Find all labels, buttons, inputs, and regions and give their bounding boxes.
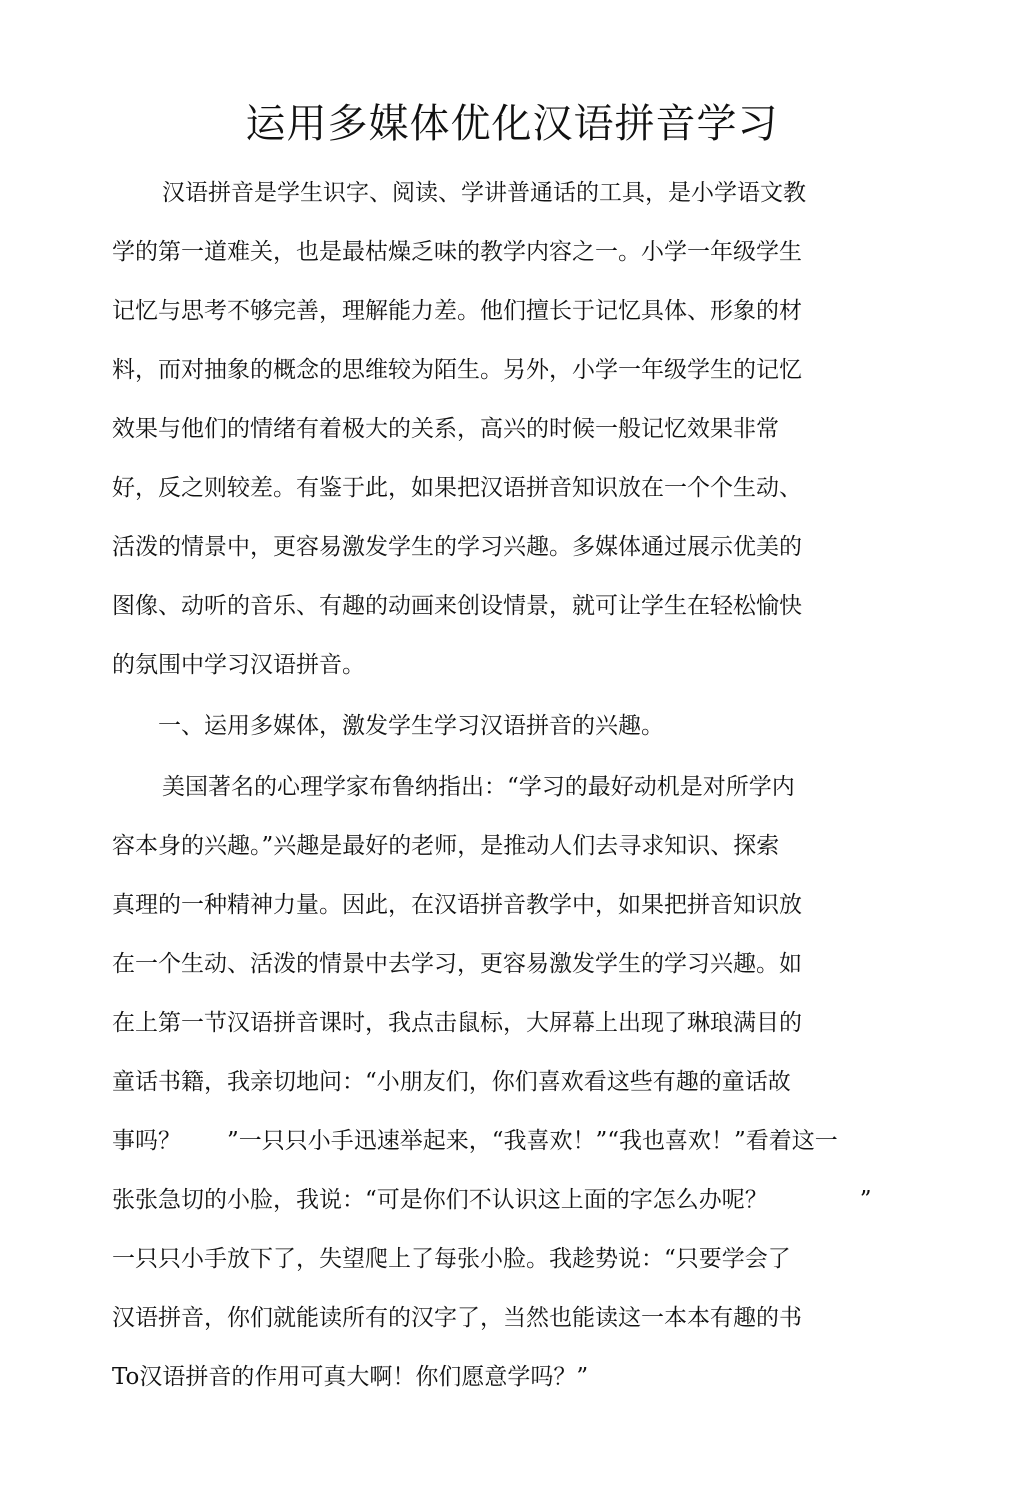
document-title: 运用多媒体优化汉语拼音学习 (245, 101, 779, 147)
paragraph-1-line: 的氛围中学习汉语拼音。 (112, 652, 365, 678)
paragraph-1-line: 学的第一道难关，也是最枯燥乏味的教学内容之一。小学一年级学生 (112, 239, 802, 265)
paragraph-1-line: 料，而对抽象的概念的思维较为陌生。另外，小学一年级学生的记忆 (112, 357, 802, 383)
paragraph-2-line: 容本身的兴趣。”兴趣是最好的老师，是推动人们去寻求知识、探索 (112, 833, 780, 859)
paragraph-1-line: 效果与他们的情绪有着极大的关系，高兴的时候一般记忆效果非常 (112, 416, 779, 442)
paragraph-2-line: To汉语拼音的作用可真大啊！你们愿意学吗？” (112, 1364, 589, 1390)
paragraph-2-line: 在上第一节汉语拼音课时，我点击鼠标，大屏幕上出现了琳琅满目的 (112, 1010, 802, 1036)
section-heading-1: 一、运用多媒体，激发学生学习汉语拼音的兴趣。 (158, 713, 664, 739)
paragraph-1-line: 活泼的情景中，更容易激发学生的学习兴趣。多媒体通过展示优美的 (112, 534, 802, 560)
paragraph-2-line: 汉语拼音，你们就能读所有的汉字了，当然也能读这一本本有趣的书 (112, 1305, 802, 1331)
paragraph-1-line: 记忆与思考不够完善，理解能力差。他们擅长于记忆具体、形象的材 (112, 298, 802, 324)
paragraph-2-line: 美国著名的心理学家布鲁纳指出：“学习的最好动机是对所学内 (162, 774, 795, 800)
paragraph-1-line: 汉语拼音是学生识字、阅读、学讲普通话的工具，是小学语文教 (162, 180, 806, 206)
paragraph-2-line: 张张急切的小脸，我说：“可是你们不认识这上面的字怎么办呢？ ” (112, 1187, 872, 1213)
paragraph-2-line: 事吗？ ”一只只小手迅速举起来，“我喜欢！”“我也喜欢！”看着这一 (112, 1128, 838, 1154)
paragraph-2-line: 一只只小手放下了，失望爬上了每张小脸。我趁势说：“只要学会了 (112, 1246, 791, 1272)
paragraph-1-line: 图像、动听的音乐、有趣的动画来创设情景，就可让学生在轻松愉快 (112, 593, 802, 619)
paragraph-2-line: 在一个生动、活泼的情景中去学习，更容易激发学生的学习兴趣。如 (112, 951, 802, 977)
paragraph-2-line: 童话书籍，我亲切地问：“小朋友们，你们喜欢看这些有趣的童话故 (112, 1069, 791, 1095)
paragraph-1-line: 好，反之则较差。有鉴于此，如果把汉语拼音知识放在一个个生动、 (112, 475, 802, 501)
paragraph-2-line: 真理的一种精神力量。因此，在汉语拼音教学中，如果把拼音知识放 (112, 892, 802, 918)
